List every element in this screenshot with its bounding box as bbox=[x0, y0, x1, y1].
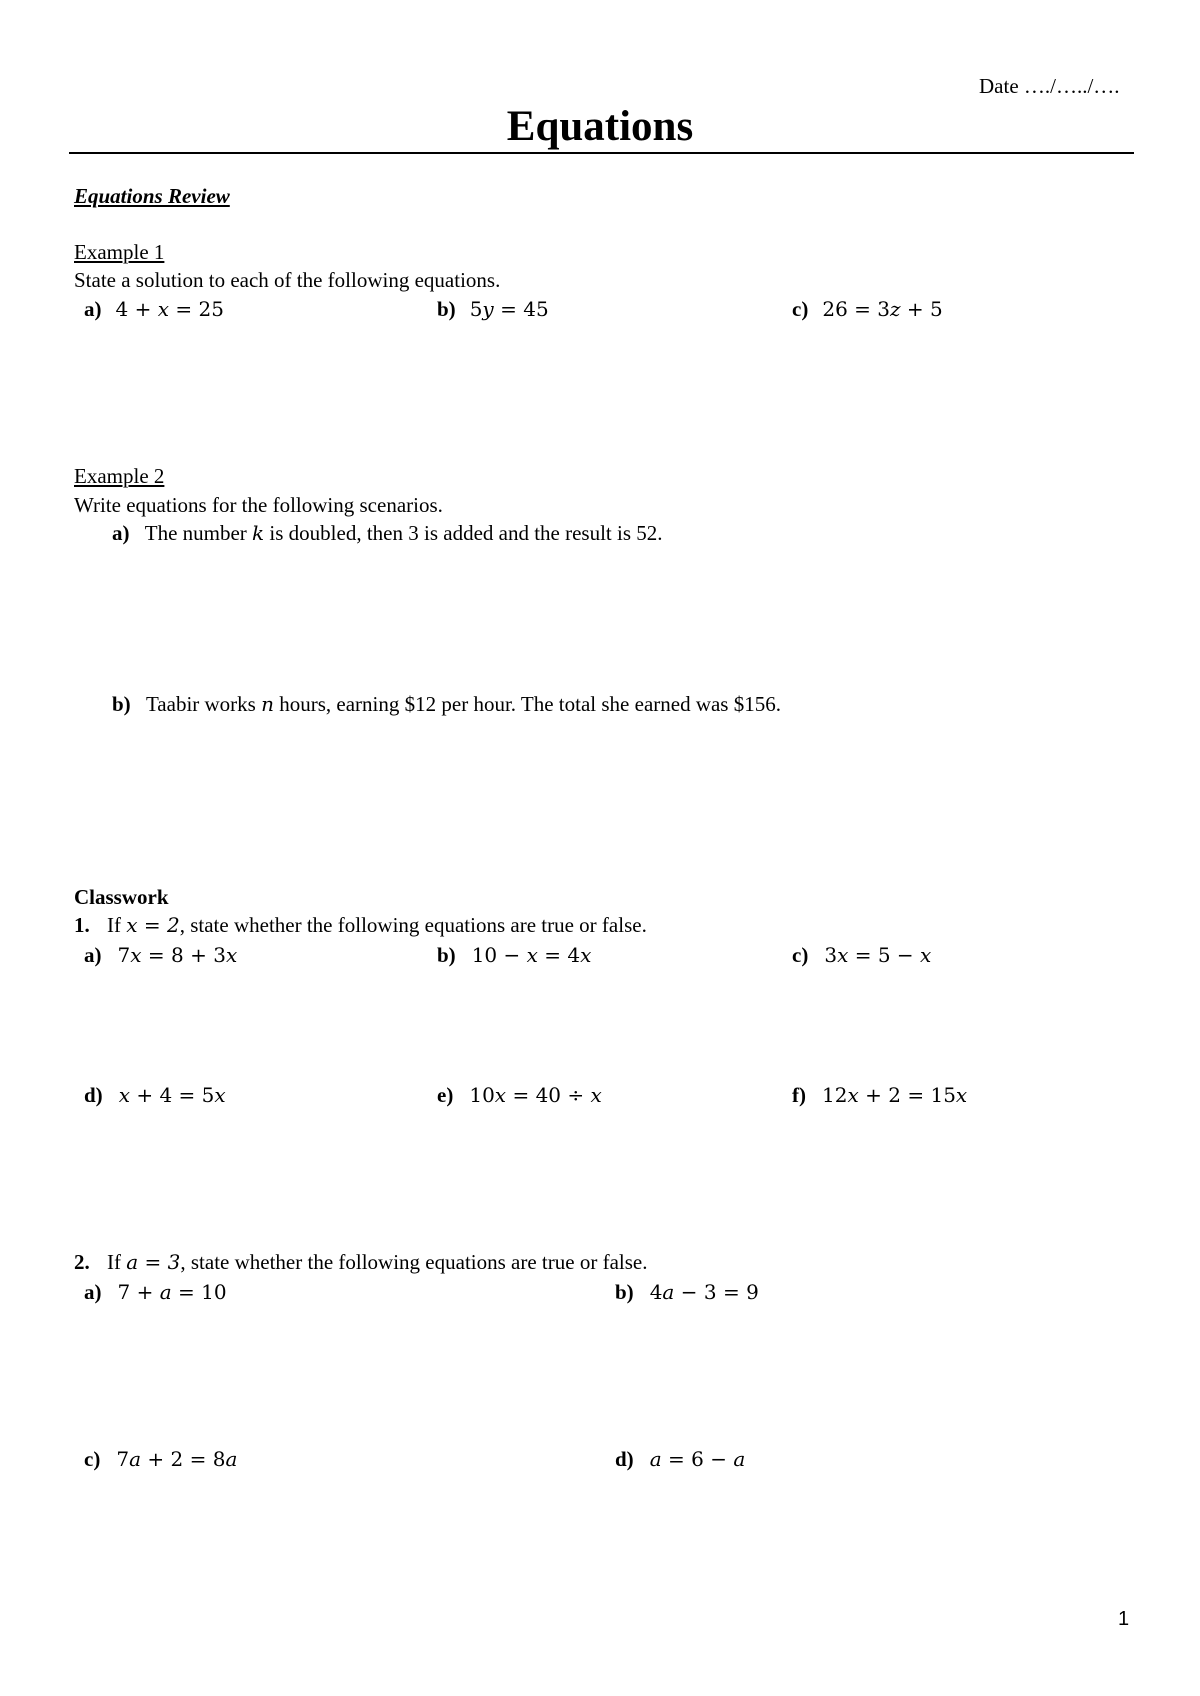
q1-item-f bbox=[792, 1083, 967, 1108]
item-label: d) bbox=[615, 1447, 634, 1471]
item-label: a) bbox=[84, 1280, 102, 1304]
equation: 7a + 2 = 8a bbox=[116, 1447, 238, 1471]
condition: x = 2 bbox=[126, 913, 180, 937]
q1-item-e bbox=[437, 1083, 602, 1108]
item-label: e) bbox=[437, 1083, 454, 1107]
q2-item-c bbox=[84, 1447, 237, 1472]
q1-item-a bbox=[84, 943, 237, 968]
page-number: 1 bbox=[1118, 1608, 1130, 1630]
scenario-text-start: Taabir works bbox=[145, 692, 262, 716]
equation: 7x = 8 + 3x bbox=[117, 943, 238, 967]
example1-instruction: State a solution to each of the following equations. bbox=[74, 268, 501, 292]
item-label: d) bbox=[84, 1083, 103, 1107]
question-number: 2. bbox=[74, 1250, 90, 1274]
equation: 10 − x = 4x bbox=[471, 943, 592, 967]
prompt-start: If bbox=[107, 913, 127, 937]
example1-item-b bbox=[437, 297, 549, 322]
prompt-start: If bbox=[107, 1250, 127, 1274]
scenario-text-end: hours, earning $12 per hour. The total she earned was $156. bbox=[274, 692, 781, 716]
title-divider bbox=[69, 152, 1134, 154]
example1-label: Example 1 bbox=[74, 240, 165, 264]
q2-item-d bbox=[615, 1447, 745, 1472]
example1-item-a bbox=[84, 297, 224, 322]
example2-item-b bbox=[112, 692, 781, 717]
item-label: b) bbox=[437, 297, 456, 321]
item-label: a) bbox=[84, 297, 102, 321]
equation: 4 + x = 25 bbox=[115, 297, 224, 321]
date-line: Date …./…../…. bbox=[979, 74, 1120, 98]
item-label: b) bbox=[437, 943, 456, 967]
equation: 12x + 2 = 15x bbox=[822, 1083, 968, 1107]
item-label: c) bbox=[84, 1447, 101, 1471]
q1-item-b bbox=[437, 943, 591, 968]
example2-item-a bbox=[112, 521, 663, 546]
item-label: f) bbox=[792, 1083, 806, 1107]
item-label: b) bbox=[112, 692, 131, 716]
example2-label: Example 2 bbox=[74, 464, 165, 488]
item-label: c) bbox=[792, 943, 809, 967]
item-label: c) bbox=[792, 297, 809, 321]
q1-item-c bbox=[792, 943, 931, 968]
item-label: a) bbox=[84, 943, 102, 967]
equation: 5y = 45 bbox=[469, 297, 549, 321]
variable: k bbox=[252, 521, 265, 545]
q2-item-b bbox=[615, 1280, 759, 1305]
equation: x + 4 = 5x bbox=[118, 1083, 226, 1107]
section-heading-classwork: Classwork bbox=[74, 885, 169, 909]
condition: a = 3 bbox=[126, 1250, 181, 1274]
question-2-prompt bbox=[74, 1250, 647, 1275]
example1-item-c bbox=[792, 297, 943, 322]
item-label: a) bbox=[112, 521, 130, 545]
question-number: 1. bbox=[74, 913, 90, 937]
q1-item-d bbox=[84, 1083, 226, 1108]
scenario-text-end: is doubled, then 3 is added and the result is 52. bbox=[264, 521, 663, 545]
equation: 26 = 3z + 5 bbox=[822, 297, 943, 321]
variable: n bbox=[261, 692, 274, 716]
example2-instruction: Write equations for the following scenarios. bbox=[74, 493, 443, 517]
page-title: Equations bbox=[506, 103, 694, 150]
q2-item-a bbox=[84, 1280, 227, 1305]
equation: 7 + a = 10 bbox=[117, 1280, 227, 1304]
equation: 4a − 3 = 9 bbox=[649, 1280, 759, 1304]
equation: 3x = 5 − x bbox=[824, 943, 932, 967]
prompt-end: , state whether the following equations are true or false. bbox=[180, 1250, 648, 1274]
prompt-end: , state whether the following equations are true or false. bbox=[179, 913, 647, 937]
equation: 10x = 40 ÷ x bbox=[469, 1083, 602, 1107]
scenario-text-start: The number bbox=[144, 521, 253, 545]
equation: a = 6 − a bbox=[649, 1447, 746, 1471]
question-1-prompt bbox=[74, 913, 647, 938]
item-label: b) bbox=[615, 1280, 634, 1304]
section-heading-review: Equations Review bbox=[74, 184, 230, 208]
